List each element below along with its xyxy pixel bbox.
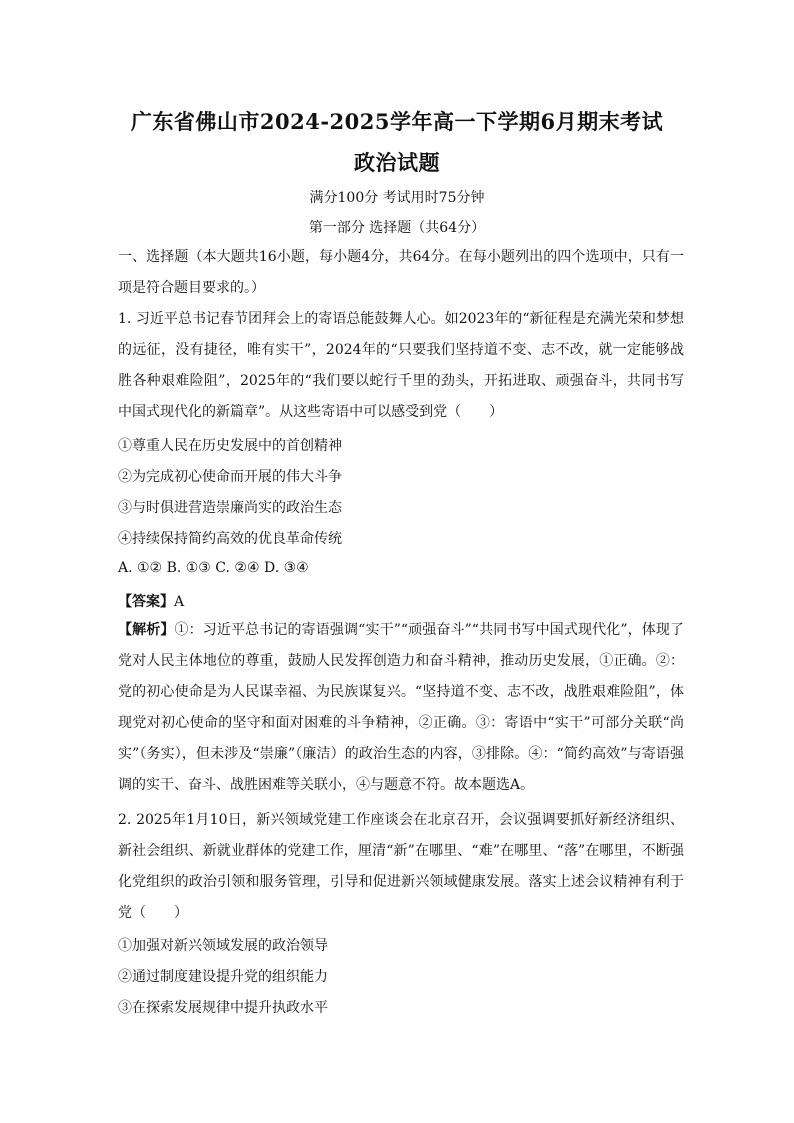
answer-value: A <box>174 594 185 610</box>
question-1-stem: 1. 习近平总书记春节团拜会上的寄语总能鼓舞人心。如2023年的“新征程是充满光荣和梦想的远征，没有捷径，唯有实干”，2024年的“只要我们坚持道不变、志不改，就一定能够战胜各种艰难险阻”，2025年的“我们要以蛇行千里的劲头，开拓进取、顽强奋斗，共同书写中国式现代化的新篇章”。从这些寄语中可以感受到党（ ） <box>118 311 684 420</box>
question-1-answer <box>118 591 184 611</box>
document-title: 广东省佛山市2024-2025学年高一下学期6月期末考试 <box>130 109 664 134</box>
question-2-stem: 2. 2025年1月10日，新兴领域党建工作座谈会在北京召开，会议强调要抓好新经济组织、新社会组织、新就业群体的党建工作，厘清“新”在哪里、“难”在哪里、“落”在哪里，不断强化党组织的政治引领和服务管理，引导和促进新兴领域健康发展。落实上述会议精神有利于党（ ） <box>118 812 684 921</box>
part-heading: 第一部分 选择题（共64分） <box>308 220 486 236</box>
question-1-option: ②为完成初心使命而开展的伟大斗争 <box>118 469 342 485</box>
question-1-option: ③与时俱进营造崇廉尚实的政治生态 <box>118 500 342 516</box>
question-2-option: ①加强对新兴领域发展的政治领导 <box>118 938 328 954</box>
answer-label: 【答案】 <box>118 594 174 610</box>
exam-info: 满分100分 考试用时75分钟 <box>309 190 485 206</box>
document-subtitle: 政治试题 <box>354 150 440 175</box>
analysis-label: 【解析】 <box>118 622 175 638</box>
question-1-option: ①尊重人民在历史发展中的首创精神 <box>118 438 342 454</box>
question-1-option: ④持续保持简约高效的优良革命传统 <box>118 531 342 547</box>
question-2-option: ②通过制度建设提升党的组织能力 <box>118 969 328 985</box>
question-1-analysis <box>118 615 684 801</box>
section-instructions: 一、选择题（本大题共16小题，每小题4分，共64分。在每小题列出的四个选项中，只有一项是符合题目要求的。） <box>118 249 684 296</box>
question-1-choices: A. ①② B. ①③ C. ②④ D. ③④ <box>118 560 309 576</box>
question-2-option: ③在探索发展规律中提升执政水平 <box>118 1000 328 1016</box>
analysis-text: ①：习近平总书记的寄语强调“实干”“顽强奋斗”“共同书写中国式现代化”，体现了党对人民主体地位的尊重，鼓励人民发挥创造力和奋斗精神，推动历史发展，①正确。②：党的初心使命是为人民谋幸福、为民族谋复兴。“坚持道不变、志不改，战胜艰难险阻”，体现党对初心使命的坚守和面对困难的斗争精神，②正确。③：寄语中“实干”可部分关联“尚实”（务实），但未涉及“崇廉”（廉洁）的政治生态的内容，③排除。④：“简约高效”与寄语强调的实干、奋斗、战胜困难等关联小，④与题意不符。故本题选A。 <box>118 622 684 793</box>
